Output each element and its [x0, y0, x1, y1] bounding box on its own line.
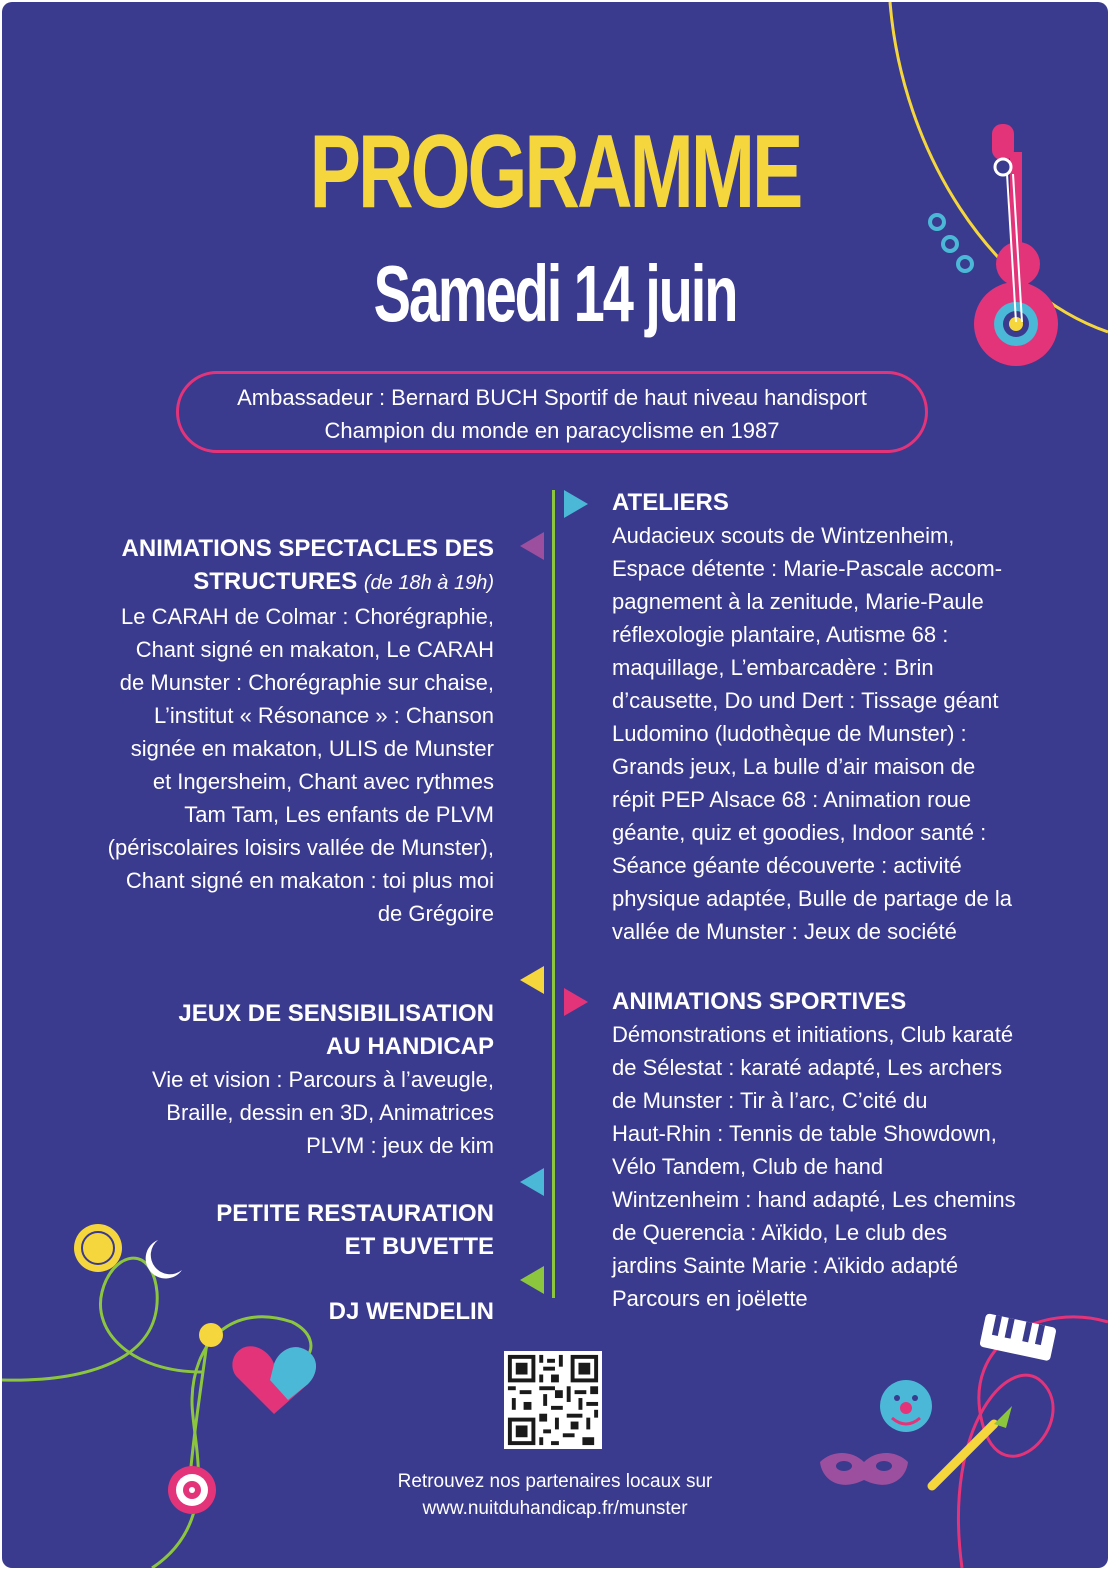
sportives-line: Parcours en joëlette [612, 1286, 808, 1311]
arrow-animations [520, 532, 544, 560]
arrow-ateliers [564, 490, 588, 518]
ateliers-title: ATELIERS [612, 489, 729, 516]
ateliers-line: physique adaptée, Bulle de partage de la [612, 886, 1012, 911]
ateliers-line: d’causette, Do und Dert : Tissage géant [612, 688, 999, 713]
ateliers-line: Espace détente : Marie-Pascale accom- [612, 556, 1003, 581]
ateliers-line: maquillage, L’embarcadère : Brin [612, 655, 934, 680]
event-date: Samedi 14 juin [373, 249, 737, 338]
ambassador-box [176, 371, 928, 453]
animations-time: (de 18h à 19h) [363, 572, 494, 594]
jeux-title-2: AU HANDICAP [326, 1033, 494, 1060]
animations-line: (périscolaires loisirs vallée de Munster), [107, 835, 494, 860]
ateliers-line: géante, quiz et goodies, Indoor santé : [612, 820, 987, 845]
tennis-ball-icon [199, 1323, 223, 1347]
sportives-line: Vélo Tandem, Club de hand [612, 1154, 884, 1179]
sportives-line: de Querencia : Aïkido, Le club des [612, 1220, 948, 1245]
ateliers-line: réflexologie plantaire, Autisme 68 : [612, 622, 949, 647]
heart-hands-icon [232, 1346, 316, 1414]
clown-icon [880, 1380, 932, 1432]
animations-title-2: STRUCTURES [193, 568, 358, 595]
section-restauration [216, 1197, 494, 1263]
animations-line: et Ingersheim, Chant avec rythmes [152, 769, 494, 794]
ateliers-line: pagnement à la zenitude, Marie-Paule [612, 589, 984, 614]
ateliers-line: Audacieux scouts de Wintzenheim, [612, 523, 955, 548]
timeline-line [552, 490, 555, 1298]
animations-line: de Munster : Chorégraphie sur chaise, [119, 670, 494, 695]
ateliers-line: répit PEP Alsace 68 : Animation roue [612, 787, 972, 812]
arrow-dj [520, 1266, 544, 1294]
section-ateliers [612, 486, 1072, 948]
animations-line: L’institut « Résonance » : Chanson [153, 703, 494, 728]
restauration-title-2: ET BUVETTE [344, 1233, 494, 1260]
footer-line-1: Retrouvez nos partenaires locaux sur [397, 1471, 713, 1492]
animations-line: Tam Tam, Les enfants de PLVM [184, 802, 494, 827]
ateliers-line: vallée de Munster : Jeux de société [612, 919, 957, 944]
sportives-line: de Munster : Tir à l’arc, C’cité du [612, 1088, 928, 1113]
animations-body [108, 600, 494, 930]
jeux-line: Vie et vision : Parcours à l’aveugle, [152, 1067, 494, 1092]
jeux-title-1: JEUX DE SENSIBILISATION [178, 1000, 494, 1027]
sportives-line: Haut-Rhin : Tennis de table Showdown, [612, 1121, 997, 1146]
jeux-line: Braille, dessin en 3D, Animatrices [166, 1100, 494, 1125]
ambassador-line-2: Champion du monde en paracyclisme en 1987 [324, 418, 780, 443]
page-title: PROGRAMME [309, 114, 801, 230]
arrow-jeux [520, 966, 544, 994]
sun-icon [74, 1224, 122, 1272]
section-jeux [152, 997, 494, 1162]
sportives-line: de Sélestat : karaté adapté, Les archers [612, 1055, 1003, 1080]
dj-title: DJ WENDELIN [328, 1298, 494, 1325]
jeux-line: PLVM : jeux de kim [306, 1133, 494, 1158]
poster [2, 2, 1108, 1568]
ateliers-line: Grands jeux, La bulle d’air maison de [612, 754, 976, 779]
sportives-title: ANIMATIONS SPORTIVES [612, 988, 907, 1015]
section-sportives [612, 985, 1072, 1315]
restauration-title-1: PETITE RESTAURATION [216, 1200, 494, 1227]
animations-title-1: ANIMATIONS SPECTACLES DES [121, 535, 494, 562]
footer-url[interactable]: www.nuitduhandicap.fr/munster [422, 1498, 688, 1519]
ateliers-line: Ludomino (ludothèque de Munster) : [612, 721, 967, 746]
sportives-line: Démonstrations et initiations, Club karaté [612, 1022, 1014, 1047]
sportives-line: jardins Sainte Marie : Aïkido adapté [612, 1253, 959, 1278]
animations-line: Chant signé en makaton : toi plus moi [125, 868, 494, 893]
qr-code-icon[interactable] [504, 1351, 602, 1449]
ambassador-line-1: Ambassadeur : Bernard BUCH Sportif de haut niveau handisport [237, 385, 867, 410]
sportives-line: Wintzenheim : hand adapté, Les chemins [612, 1187, 1016, 1212]
section-animations [108, 532, 494, 930]
ateliers-line: Séance géante découverte : activité [612, 853, 962, 878]
arrow-restauration [520, 1168, 544, 1196]
animations-line: de Grégoire [377, 901, 494, 926]
section-dj [329, 1295, 494, 1328]
animations-line: Le CARAH de Colmar : Chorégraphie, [121, 604, 494, 629]
animations-line: signée en makaton, ULIS de Munster [130, 736, 494, 761]
arrow-sportives [564, 988, 588, 1016]
footer [2, 1468, 1108, 1522]
animations-line: Chant signé en makaton, Le CARAH [135, 637, 494, 662]
